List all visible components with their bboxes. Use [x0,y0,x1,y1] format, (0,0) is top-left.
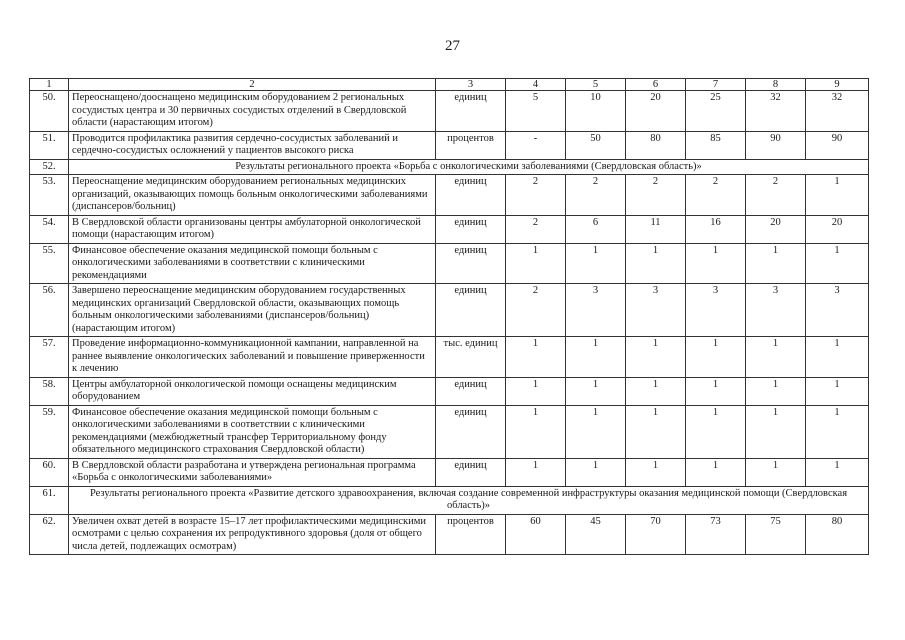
row-number: 51. [30,131,69,159]
value-cell: 1 [626,405,686,458]
value-cell: 70 [626,514,686,555]
value-cell: 90 [806,131,869,159]
value-cell: 80 [626,131,686,159]
unit-cell: единиц [436,243,506,284]
value-cell: 2 [746,175,806,216]
value-cell: 32 [806,91,869,132]
section-row [30,159,869,175]
table-row [30,284,869,337]
value-cell: 3 [686,284,746,337]
value-cell: 1 [746,405,806,458]
value-cell: 80 [806,514,869,555]
value-cell: 1 [686,405,746,458]
unit-cell: процентов [436,514,506,555]
value-cell: 1 [566,337,626,378]
value-cell: 1 [626,377,686,405]
unit-cell: единиц [436,175,506,216]
value-cell: 3 [626,284,686,337]
row-number: 60. [30,458,69,486]
value-cell: 73 [686,514,746,555]
table-row [30,514,869,555]
indicator-name: Финансовое обеспечение оказания медицинской помощи больным с онкологическими заболеваниями в соответствии с клиническими рекомендациями [69,243,436,284]
value-cell: 60 [506,514,566,555]
value-cell: 90 [746,131,806,159]
value-cell: 20 [746,215,806,243]
value-cell: 1 [806,337,869,378]
unit-cell: тыс. единиц [436,337,506,378]
value-cell: 32 [746,91,806,132]
table-header-row [30,79,869,91]
row-number: 62. [30,514,69,555]
value-cell: 1 [806,377,869,405]
unit-cell: единиц [436,215,506,243]
row-number: 54. [30,215,69,243]
indicator-name: Проведение информационно-коммуникационной кампании, направленной на раннее выявление онкологических заболеваний и повышение приверженности к лечению [69,337,436,378]
value-cell: 20 [626,91,686,132]
value-cell: 3 [746,284,806,337]
row-number: 56. [30,284,69,337]
value-cell: 1 [746,458,806,486]
value-cell: 1 [506,458,566,486]
row-number: 52. [30,159,69,175]
header-cell: 8 [746,79,806,91]
row-number: 59. [30,405,69,458]
unit-cell: единиц [436,458,506,486]
value-cell: 6 [566,215,626,243]
value-cell: 2 [626,175,686,216]
value-cell: 11 [626,215,686,243]
value-cell: 85 [686,131,746,159]
header-cell: 6 [626,79,686,91]
table-row [30,91,869,132]
row-number: 61. [30,486,69,514]
value-cell: 75 [746,514,806,555]
value-cell: 1 [566,243,626,284]
value-cell: 2 [686,175,746,216]
unit-cell: процентов [436,131,506,159]
header-cell: 3 [436,79,506,91]
section-row [30,486,869,514]
value-cell: 1 [566,405,626,458]
value-cell: 1 [626,337,686,378]
row-number: 50. [30,91,69,132]
page-number: 27 [445,38,460,54]
value-cell: 1 [806,175,869,216]
table-row [30,175,869,216]
value-cell: 2 [506,284,566,337]
value-cell: 1 [566,458,626,486]
value-cell: 10 [566,91,626,132]
unit-cell: единиц [436,91,506,132]
header-cell: 5 [566,79,626,91]
value-cell: 1 [506,377,566,405]
unit-cell: единиц [436,284,506,337]
value-cell: 1 [686,243,746,284]
table-row [30,337,869,378]
table-row [30,377,869,405]
indicator-name: Финансовое обеспечение оказания медицинской помощи больным с онкологическими заболеваниями в соответствии с клиническими рекомендациями (межбюджетный трансфер Территориальному фонду обязательного медицинского страхования Свердловской области) [69,405,436,458]
value-cell: 1 [806,458,869,486]
value-cell: 1 [686,377,746,405]
value-cell: 1 [746,337,806,378]
value-cell: 1 [686,337,746,378]
header-cell: 1 [30,79,69,91]
indicator-name: В Свердловской области разработана и утверждена региональная программа «Борьба с онкологическими заболеваниями» [69,458,436,486]
indicator-name: Проводится профилактика развития сердечно-сосудистых заболеваний и сердечно-сосудистых осложнений у пациентов высокого риска [69,131,436,159]
indicator-name: Центры амбулаторной онкологической помощи оснащены медицинским оборудованием [69,377,436,405]
value-cell: 1 [506,337,566,378]
value-cell: 1 [566,377,626,405]
value-cell: 1 [626,458,686,486]
unit-cell: единиц [436,405,506,458]
value-cell: 3 [566,284,626,337]
value-cell: 50 [566,131,626,159]
table-body [30,79,869,555]
value-cell: 1 [806,243,869,284]
row-number: 57. [30,337,69,378]
value-cell: 5 [506,91,566,132]
row-number: 55. [30,243,69,284]
unit-cell: единиц [436,377,506,405]
header-cell: 2 [69,79,436,91]
indicator-name: Завершено переоснащение медицинским оборудованием государственных медицинских организаций Свердловской области, оказывающих помощь больным онкологическими заболеваниями (диспансеров/больниц) (нарастающим итогом) [69,284,436,337]
section-title: Результаты регионального проекта «Развитие детского здравоохранения, включая создание современной инфраструктуры оказания медицинской помощи (Свердловская область)» [69,486,869,514]
value-cell: 3 [806,284,869,337]
section-title: Результаты регионального проекта «Борьба с онкологическими заболеваниями (Свердловская область)» [69,159,869,175]
header-cell: 4 [506,79,566,91]
value-cell: 1 [806,405,869,458]
value-cell: 2 [566,175,626,216]
indicator-name: Увеличен охват детей в возрасте 15–17 лет профилактическими медицинскими осмотрами с целью сохранения их репродуктивного здоровья (доля от общего числа детей, подлежащих осмотрам) [69,514,436,555]
value-cell: 2 [506,175,566,216]
row-number: 58. [30,377,69,405]
value-cell: 45 [566,514,626,555]
table-row [30,243,869,284]
value-cell: 1 [686,458,746,486]
table-row [30,215,869,243]
header-cell: 9 [806,79,869,91]
indicators-table [29,78,869,555]
table-row [30,405,869,458]
value-cell: 1 [506,243,566,284]
value-cell: 1 [506,405,566,458]
indicator-name: Переоснащение медицинским оборудованием региональных медицинских организаций, оказывающих помощь больным онкологическими заболеваниями (диспансеров/больниц) [69,175,436,216]
value-cell: 1 [626,243,686,284]
table-row [30,131,869,159]
value-cell: 16 [686,215,746,243]
value-cell: 1 [746,243,806,284]
header-cell: 7 [686,79,746,91]
value-cell: - [506,131,566,159]
indicator-name: В Свердловской области организованы центры амбулаторной онкологической помощи (нарастающим итогом) [69,215,436,243]
value-cell: 20 [806,215,869,243]
value-cell: 25 [686,91,746,132]
indicator-name: Переоснащено/дооснащено медицинским оборудованием 2 региональных сосудистых центра и 30 первичных сосудистых отделений в Свердловской области (нарастающим итогом) [69,91,436,132]
row-number: 53. [30,175,69,216]
value-cell: 1 [746,377,806,405]
table-row [30,458,869,486]
value-cell: 2 [506,215,566,243]
